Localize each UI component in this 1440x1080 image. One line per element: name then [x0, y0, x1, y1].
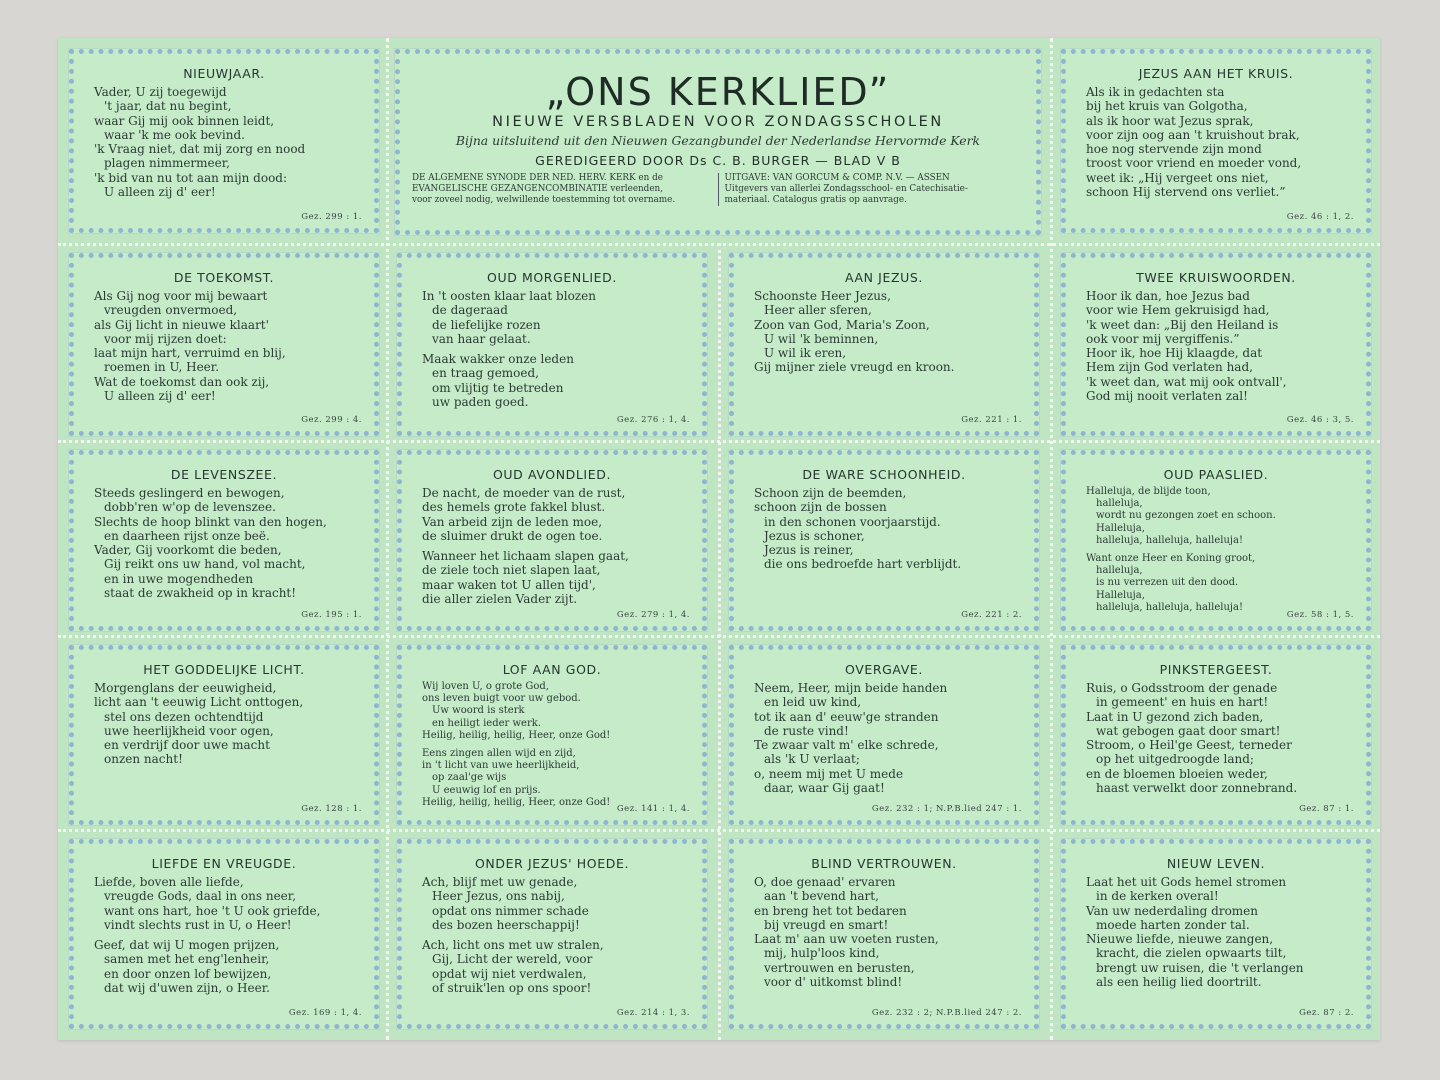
verse-line: voor zijn oog aan 't kruishout brak,	[1086, 127, 1300, 142]
verse-line: waar Gij mij ook binnen leidt,	[94, 113, 275, 128]
verse-line: Nieuwe liefde, nieuwe zangen,	[1086, 932, 1274, 947]
hymn-verse	[746, 681, 1022, 795]
verse-line: In 't oosten klaar laat blozen	[422, 289, 596, 303]
hymn-stamp	[1054, 832, 1378, 1036]
verse-line: uwe heerlijkheid voor ogen,	[104, 723, 274, 738]
verse-line: wordt nu gezongen zoet en schoon.	[1096, 510, 1276, 522]
verse-line: licht aan 't eeuwig Licht onttogen,	[94, 695, 304, 710]
verse-line: Wij loven U, o grote God,	[422, 681, 549, 692]
verse-line: Uw woord is sterk	[432, 705, 525, 717]
perforation	[1050, 38, 1053, 1040]
verse-line: Van arbeid zijn de leden moe,	[422, 514, 603, 529]
verse-line: ons leven buigt voor uw gebod.	[422, 693, 581, 705]
hymn-title: DE WARE SCHOONHEID.	[802, 467, 966, 482]
hymn-stamp	[722, 443, 1046, 638]
hymn-verse	[1078, 486, 1354, 614]
sheet-editor-line: GEREDIGEERD DOOR Ds C. B. BURGER — BLAD V B	[535, 153, 901, 168]
verse-line: ook voor mij vergiffenis.”	[1086, 331, 1240, 346]
verse-line: de ruste vind!	[764, 723, 849, 738]
hymn-frame	[69, 49, 379, 233]
hymn-title: PINKSTERGEEST.	[1159, 662, 1273, 677]
hymn-reference: Gez. 87 : 1.	[1299, 804, 1354, 814]
hymn-verse	[414, 875, 690, 995]
verse-line: in den schonen voorjaarstijd.	[764, 514, 941, 529]
hymn-frame	[69, 645, 379, 825]
verse-line: Gij reikt ons uw hand, vol macht,	[104, 557, 306, 572]
hymn-title: OUD AVONDLIED.	[492, 467, 612, 482]
hymn-reference: Gez. 299 : 1.	[301, 212, 362, 222]
hymn-verse	[1078, 289, 1354, 403]
hymn-frame	[1061, 49, 1371, 233]
hymn-reference: Gez. 299 : 4.	[301, 415, 362, 425]
credits-line: Uitgevers van allerlei Zondagsschool- en Catechisatie-	[724, 184, 968, 194]
hymn-frame	[1061, 253, 1371, 436]
hymn-verse	[414, 486, 690, 606]
verse-line: die ons bedroefde hart verblijdt.	[764, 557, 962, 572]
verse-line: uw paden goed.	[432, 395, 529, 410]
verse-line: U wil ik eren,	[764, 346, 847, 361]
hymn-frame	[729, 839, 1039, 1029]
hymn-reference: Gez. 221 : 2.	[961, 610, 1022, 620]
verse-line: halleluja, halleluja, halleluja!	[1096, 601, 1243, 613]
verse-line: 't jaar, dat nu begint,	[104, 99, 232, 114]
hymn-frame	[397, 253, 707, 436]
hymn-reference: Gez. 279 : 1, 4.	[616, 610, 690, 620]
hymn-title: LIEFDE EN VREUGDE.	[151, 856, 297, 871]
hymn-title: OVERGAVE.	[844, 662, 923, 677]
verse-line: vreugden onvermoed,	[104, 303, 238, 318]
verse-line: de sluimer drukt de ogen toe.	[422, 528, 603, 543]
credits-publisher	[719, 173, 1025, 206]
hymn-stamp	[1054, 42, 1378, 240]
verse-line: Gij mijner ziele vreugd en kroon.	[754, 360, 955, 375]
hymn-reference: Gez. 169 : 1, 4.	[288, 1008, 362, 1018]
verse-line: dobb'ren w'op de levenszee.	[104, 500, 276, 515]
hymn-reference: Gez. 232 : 2; N.P.B.lied 247 : 2.	[871, 1008, 1022, 1018]
verse-line: mij, hulp'loos kind,	[764, 946, 880, 961]
hymn-reference: Gez. 232 : 1; N.P.B.lied 247 : 1.	[871, 804, 1022, 814]
credits-line: UITGAVE: VAN GORCUM & COMP. N.V. — ASSEN	[724, 173, 950, 183]
verse-line: Vader, U zij toegewijd	[94, 85, 227, 99]
verse-line: Hoor ik dan, hoe Jezus bad	[1086, 289, 1250, 303]
verse-line: staat de zwakheid op in kracht!	[104, 586, 297, 601]
verse-line: de dageraad	[432, 303, 508, 318]
hymn-frame	[397, 839, 707, 1029]
hymn-title: ONDER JEZUS' HOEDE.	[474, 856, 630, 871]
verse-line: Geef, dat wij U mogen prijzen,	[94, 938, 280, 953]
verse-line: De nacht, de moeder van de rust,	[422, 486, 626, 500]
hymn-reference: Gez. 195 : 1.	[301, 610, 362, 620]
verse-line: schoon zijn de bossen	[754, 500, 887, 515]
hymn-verse	[746, 486, 1022, 572]
hymn-frame	[1061, 645, 1371, 825]
verse-line: en daarheen rijst onze beë.	[104, 528, 270, 543]
verse-line: wat gebogen gaat door smart!	[1096, 723, 1281, 738]
verse-line: van haar gelaat.	[432, 331, 531, 346]
hymn-title: DE LEVENSZEE.	[170, 467, 278, 482]
verse-line: troost voor vriend en moeder vond,	[1086, 156, 1302, 171]
hymn-stamp	[1054, 638, 1378, 832]
hymn-stamp	[390, 832, 714, 1036]
verse-line: Van uw nederdaling dromen	[1086, 903, 1259, 918]
verse-line: moede harten zonder tal.	[1096, 917, 1250, 932]
verse-line: brengt uw ruisen, die 't verlangen	[1096, 960, 1304, 975]
verse-line: vreugde Gods, daal in ons neer,	[104, 889, 297, 904]
hymn-frame	[69, 839, 379, 1029]
verse-line: in gemeent' en huis en hart!	[1096, 695, 1269, 710]
hymn-frame	[397, 450, 707, 631]
verse-line: is nu verrezen uit den dood.	[1096, 577, 1239, 589]
credits-line: voor zoveel nodig, welwillende toestemming tot overname.	[412, 195, 676, 205]
verse-line: Hem zijn God verlaten had,	[1086, 360, 1253, 375]
verse-line: op zaal'ge wijs	[432, 772, 507, 784]
hymn-verse	[86, 681, 362, 767]
verse-line: Wanneer het lichaam slapen gaat,	[422, 549, 629, 564]
hymn-frame	[69, 450, 379, 631]
credits-line: DE ALGEMENE SYNODE DER NED. HERV. KERK en de	[412, 173, 663, 183]
verse-line: Halleluja,	[1096, 522, 1145, 534]
verse-line: als ik hoor wat Jezus sprak,	[1086, 113, 1254, 128]
hymn-stamp	[62, 443, 386, 638]
verse-line: Maak wakker onze leden	[422, 352, 574, 367]
verse-line: Heilig, heilig, heilig, Heer, onze God!	[422, 729, 611, 741]
verse-line: Want onze Heer en Koning groot,	[1086, 553, 1256, 565]
verse-line: Eens zingen allen wijd en zijd,	[422, 748, 576, 760]
verse-line: Vader, Gij voorkomt die beden,	[94, 543, 282, 558]
verse-line: aan 't bevend hart,	[764, 889, 879, 904]
verse-line: Laat het uit Gods hemel stromen	[1086, 875, 1287, 889]
hymn-stamp	[1054, 443, 1378, 638]
hymn-reference: Gez. 128 : 1.	[301, 804, 362, 814]
verse-line: maar waken tot U allen tijd',	[422, 577, 596, 592]
hymn-reference: Gez. 58 : 1, 5.	[1286, 610, 1354, 620]
verse-line: onzen nacht!	[104, 752, 183, 767]
verse-line: laat mijn hart, verruimd en blij,	[94, 346, 286, 361]
verse-line: en in uwe mogendheden	[104, 571, 254, 586]
hymn-title: NIEUWJAAR.	[183, 66, 265, 81]
verse-line: Halleluja, de blijde toon,	[1086, 486, 1211, 497]
verse-line: voor mij rijzen doet:	[104, 331, 227, 346]
hymn-title: LOF AAN GOD.	[502, 662, 602, 677]
hymn-title: NIEUW LEVEN.	[1166, 856, 1266, 871]
verse-line: vindt slechts rust in U, o Heer!	[104, 917, 292, 932]
verse-line: en verdrijf door uwe macht	[104, 738, 270, 753]
verse-line: Halleluja,	[1096, 589, 1145, 601]
verse-line: Laat m' aan uw voeten rusten,	[754, 932, 939, 947]
verse-line: Steeds geslingerd en bewogen,	[94, 486, 285, 500]
verse-line: die aller zielen Vader zijt.	[422, 592, 578, 607]
hymn-frame	[1061, 450, 1371, 631]
verse-line: U alleen zij d' eer!	[104, 389, 216, 404]
hymn-stamp	[62, 246, 386, 443]
verse-line: Ach, licht ons met uw stralen,	[422, 938, 604, 953]
verse-line: als een heilig lied doortrilt.	[1096, 975, 1262, 990]
verse-line: Als ik in gedachten sta	[1086, 85, 1225, 99]
hymn-frame	[729, 645, 1039, 825]
hymn-reference: Gez. 87 : 2.	[1299, 1008, 1354, 1018]
verse-line: als 'k U verlaat;	[764, 752, 860, 767]
credits-line: materiaal. Catalogus gratis op aanvrage.	[724, 195, 907, 205]
hymn-stamp	[62, 638, 386, 832]
perforation	[386, 38, 389, 1040]
hymn-title: HET GODDELIJKE LICHT.	[143, 662, 305, 677]
verse-line: daar, waar Gij gaat!	[764, 781, 885, 796]
hymn-title: OUD PAASLIED.	[1163, 467, 1269, 482]
verse-line: halleluja,	[1096, 498, 1143, 510]
verse-line: des bozen heerschappij!	[432, 917, 580, 932]
hymn-stamp	[62, 42, 386, 240]
verse-line: en breng het tot bedaren	[754, 903, 907, 918]
credits-line: EVANGELISCHE GEZANGENCOMBINATIE verleenden,	[412, 184, 663, 194]
hymn-verse	[86, 875, 362, 995]
verse-line: haast verwelkt door zonnebrand.	[1096, 781, 1298, 796]
hymn-frame	[1061, 839, 1371, 1029]
verse-line: Liefde, boven alle liefde,	[94, 875, 244, 889]
verse-line: en leid uw kind,	[764, 695, 862, 710]
verse-line: vertrouwen en berusten,	[764, 960, 915, 975]
verse-line: Laat in U gezond zich baden,	[1086, 709, 1264, 724]
verse-line: tot ik aan d' eeuw'ge stranden	[754, 709, 939, 724]
verse-line: Schoon zijn de beemden,	[754, 486, 907, 500]
verse-line: Ach, blijf met uw genade,	[422, 875, 578, 889]
verse-line: Stroom, o Heil'ge Geest, terneder	[1086, 738, 1292, 753]
hymn-stamp	[722, 638, 1046, 832]
verse-line: en heiligt ieder werk.	[432, 717, 541, 729]
hymn-reference: Gez. 214 : 1, 3.	[616, 1008, 690, 1018]
hymn-frame	[69, 253, 379, 436]
verse-line: hoe nog stervende zijn mond	[1086, 142, 1262, 157]
hymn-reference: Gez. 276 : 1, 4.	[616, 415, 690, 425]
verse-line: kracht, die zielen opwaarts tilt,	[1096, 946, 1287, 961]
verse-line: want ons hart, hoe 't U ook griefde,	[104, 903, 321, 918]
verse-line: Jezus is reiner,	[764, 543, 854, 558]
header-stamp	[388, 42, 1048, 242]
verse-line: O, doe genaad' ervaren	[754, 875, 896, 889]
sheet-credits	[412, 173, 1024, 206]
verse-line: U wil 'k beminnen,	[764, 331, 879, 346]
verse-line: de ziele toch niet slapen laat,	[422, 563, 601, 578]
verse-line: Heer aller sferen,	[764, 303, 872, 318]
verse-line: Slechts de hoop blinkt van den hogen,	[94, 514, 327, 529]
verse-line: 'k weet dan, wat mij ook ontvall',	[1086, 374, 1287, 389]
hymn-stamp	[722, 832, 1046, 1036]
verse-line: waar 'k me ook bevind.	[104, 127, 245, 142]
hymn-stamp	[390, 443, 714, 638]
verse-line: Morgenglans der eeuwigheid,	[94, 681, 277, 695]
hymn-verse	[86, 289, 362, 403]
hymn-verse	[1078, 85, 1354, 199]
hymn-stamp	[1054, 246, 1378, 443]
kerklied-sheet	[58, 38, 1380, 1040]
hymn-reference: Gez. 46 : 1, 2.	[1286, 212, 1354, 222]
verse-line: Heer Jezus, ons nabij,	[432, 889, 565, 904]
hymn-frame	[729, 450, 1039, 631]
verse-line: Wat de toekomst dan ook zij,	[94, 374, 270, 389]
verse-line: 'k Vraag niet, dat mij zorg en nood	[94, 142, 306, 157]
verse-line: Ruis, o Godsstroom der genade	[1086, 681, 1278, 695]
verse-line: opdat wij niet verdwalen,	[432, 966, 587, 981]
hymn-verse	[1078, 681, 1354, 795]
header-frame	[395, 49, 1041, 235]
verse-line: Heilig, heilig, heilig, Heer, onze God!	[422, 796, 611, 808]
verse-line: bij het kruis van Golgotha,	[1086, 99, 1248, 114]
hymn-reference: Gez. 221 : 1.	[961, 415, 1022, 425]
hymn-frame	[397, 645, 707, 825]
verse-line: Neem, Heer, mijn beide handen	[754, 681, 948, 695]
verse-line: 'k weet dan: „Bij den Heiland is	[1086, 317, 1279, 332]
hymn-verse	[414, 681, 690, 809]
sheet-source-note: Bijna uitsluitend uit den Nieuwen Gezangbundel der Nederlandse Hervormde Kerk	[455, 133, 981, 148]
hymn-title: BLIND VERTROUWEN.	[811, 856, 957, 871]
hymn-reference: Gez. 141 : 1, 4.	[616, 804, 690, 814]
hymn-stamp	[62, 832, 386, 1036]
hymn-verse	[86, 486, 362, 600]
verse-line: Zoon van God, Maria's Zoon,	[754, 317, 930, 332]
hymn-stamp	[390, 246, 714, 443]
verse-line: opdat ons nimmer schade	[432, 903, 589, 918]
verse-line: samen met het eng'lenheir,	[104, 952, 270, 967]
hymn-stamp	[390, 638, 714, 832]
verse-line: o, neem mij met U mede	[754, 766, 904, 781]
verse-line: U alleen zij d' eer!	[104, 185, 216, 200]
hymn-verse	[414, 289, 690, 409]
verse-line: schoon Hij stervend ons verliet.”	[1086, 185, 1286, 200]
hymn-verse	[86, 85, 362, 199]
verse-line: voor wie Hem gekruisigd had,	[1086, 303, 1270, 318]
hymn-verse	[746, 289, 1022, 375]
sheet-title: „ONS KERKLIED”	[545, 70, 891, 114]
verse-line: op het uitgedroogde land;	[1096, 752, 1254, 767]
verse-line: stel ons dezen ochtendtijd	[104, 709, 264, 724]
verse-line: God mij nooit verlaten zal!	[1086, 389, 1248, 404]
verse-line: Te zwaar valt m' elke schrede,	[754, 738, 939, 753]
verse-line: halleluja,	[1096, 565, 1143, 577]
verse-line: en door onzen lof bewijzen,	[104, 966, 272, 981]
credits-permission	[412, 173, 719, 206]
verse-line: dat wij d'uwen zijn, o Heer.	[104, 981, 270, 996]
hymn-title: TWEE KRUISWOORDEN.	[1136, 270, 1296, 285]
verse-line: de liefelijke rozen	[432, 317, 541, 332]
hymn-title: OUD MORGENLIED.	[487, 270, 617, 285]
hymn-title: DE TOEKOMST.	[173, 270, 275, 285]
verse-line: des hemels grote fakkel blust.	[422, 500, 606, 515]
verse-line: Hoor ik, hoe Hij klaagde, dat	[1086, 346, 1263, 361]
hymn-title: JEZUS AAN HET KRUIS.	[1138, 66, 1294, 81]
verse-line: 'k bid van nu tot aan mijn dood:	[94, 170, 288, 185]
verse-line: Schoonste Heer Jezus,	[754, 289, 891, 303]
hymn-title: AAN JEZUS.	[845, 270, 923, 285]
verse-line: roemen in U, Heer.	[104, 360, 220, 375]
hymn-stamp	[722, 246, 1046, 443]
hymn-verse	[746, 875, 1022, 989]
verse-line: plagen nimmermeer,	[104, 156, 230, 171]
verse-line: weet ik: „Hij vergeet ons niet,	[1086, 170, 1269, 185]
verse-line: voor d' uitkomst blind!	[764, 975, 903, 990]
verse-line: in de kerken overal!	[1096, 889, 1219, 904]
verse-line: en de bloemen bloeien weder,	[1086, 766, 1268, 781]
verse-line: als Gij licht in nieuwe klaart'	[94, 317, 269, 332]
verse-line: en traag gemoed,	[432, 366, 539, 381]
hymn-frame	[729, 253, 1039, 436]
verse-line: Gij, Licht der wereld, voor	[432, 952, 593, 967]
sheet-subtitle: NIEUWE VERSBLADEN VOOR ZONDAGSSCHOLEN	[492, 114, 944, 130]
verse-line: Als Gij nog voor mij bewaart	[94, 289, 268, 303]
verse-line: U eeuwig lof en prijs.	[432, 784, 541, 796]
verse-line: bij vreugd en smart!	[764, 917, 889, 932]
perforation	[718, 243, 721, 1040]
verse-line: halleluja, halleluja, halleluja!	[1096, 534, 1243, 546]
verse-line: om vlijtig te betreden	[432, 380, 564, 395]
hymn-reference: Gez. 46 : 3, 5.	[1286, 415, 1354, 425]
verse-line: of struik'len op ons spoor!	[432, 981, 592, 996]
verse-line: in 't licht van uwe heerlijkheid,	[422, 760, 580, 772]
hymn-verse	[1078, 875, 1354, 989]
verse-line: Jezus is schoner,	[764, 528, 865, 543]
